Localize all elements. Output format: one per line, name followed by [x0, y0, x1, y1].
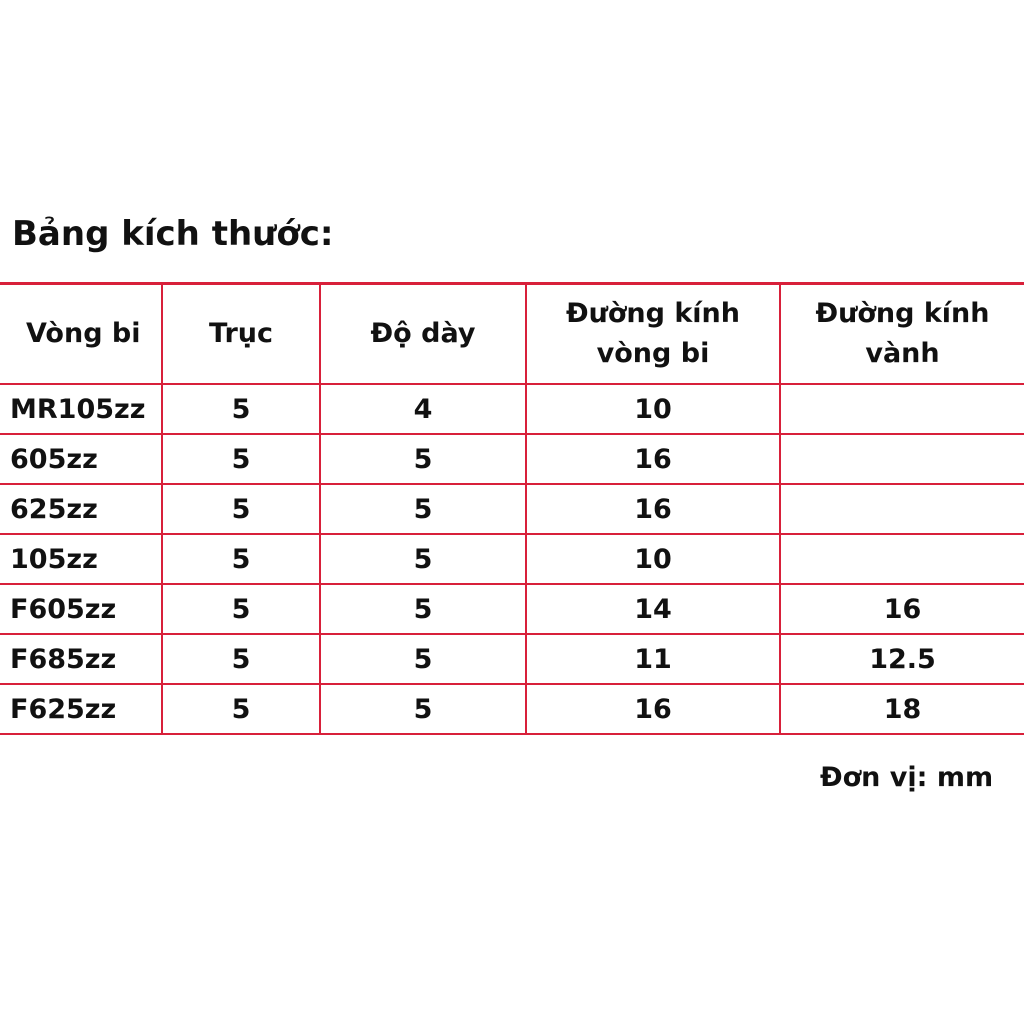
- cell-bearing: F625zz: [0, 684, 162, 734]
- header-bearing: Vòng bi: [0, 284, 162, 385]
- cell-thickness: 5: [320, 434, 526, 484]
- cell-bearing-diameter: 10: [526, 384, 780, 434]
- cell-flange-diameter: [780, 434, 1024, 484]
- cell-thickness: 5: [320, 584, 526, 634]
- cell-bearing-diameter: 16: [526, 484, 780, 534]
- table-row: [0, 534, 1024, 584]
- cell-shaft: 5: [162, 684, 320, 734]
- size-table: [0, 282, 1024, 735]
- cell-bearing: MR105zz: [0, 384, 162, 434]
- cell-bearing-diameter: 16: [526, 684, 780, 734]
- cell-bearing: 105zz: [0, 534, 162, 584]
- header-shaft: Trục: [162, 284, 320, 385]
- cell-bearing: 605zz: [0, 434, 162, 484]
- header-bearing-diameter: Đường kính vòng bi: [526, 284, 780, 385]
- cell-shaft: 5: [162, 584, 320, 634]
- table-row: [0, 434, 1024, 484]
- table-row: [0, 384, 1024, 434]
- table-row: [0, 634, 1024, 684]
- table-header-row: [0, 284, 1024, 385]
- cell-flange-diameter: 16: [780, 584, 1024, 634]
- cell-bearing: F685zz: [0, 634, 162, 684]
- page-title: Bảng kích thước:: [12, 214, 334, 254]
- cell-shaft: 5: [162, 484, 320, 534]
- cell-thickness: 5: [320, 684, 526, 734]
- cell-bearing-diameter: 11: [526, 634, 780, 684]
- cell-thickness: 5: [320, 534, 526, 584]
- cell-shaft: 5: [162, 434, 320, 484]
- cell-thickness: 5: [320, 484, 526, 534]
- cell-bearing: F605zz: [0, 584, 162, 634]
- unit-note: Đơn vị: mm: [820, 762, 994, 793]
- size-table-container: [0, 282, 1024, 735]
- cell-bearing-diameter: 16: [526, 434, 780, 484]
- cell-shaft: 5: [162, 634, 320, 684]
- cell-shaft: 5: [162, 384, 320, 434]
- cell-thickness: 4: [320, 384, 526, 434]
- cell-shaft: 5: [162, 534, 320, 584]
- table-row: [0, 684, 1024, 734]
- cell-flange-diameter: [780, 384, 1024, 434]
- cell-bearing-diameter: 10: [526, 534, 780, 584]
- cell-flange-diameter: 12.5: [780, 634, 1024, 684]
- cell-bearing-diameter: 14: [526, 584, 780, 634]
- cell-flange-diameter: [780, 484, 1024, 534]
- header-flange-diameter: Đường kính vành: [780, 284, 1024, 385]
- cell-thickness: 5: [320, 634, 526, 684]
- cell-bearing: 625zz: [0, 484, 162, 534]
- table-row: [0, 484, 1024, 534]
- cell-flange-diameter: 18: [780, 684, 1024, 734]
- table-row: [0, 584, 1024, 634]
- header-thickness: Độ dày: [320, 284, 526, 385]
- cell-flange-diameter: [780, 534, 1024, 584]
